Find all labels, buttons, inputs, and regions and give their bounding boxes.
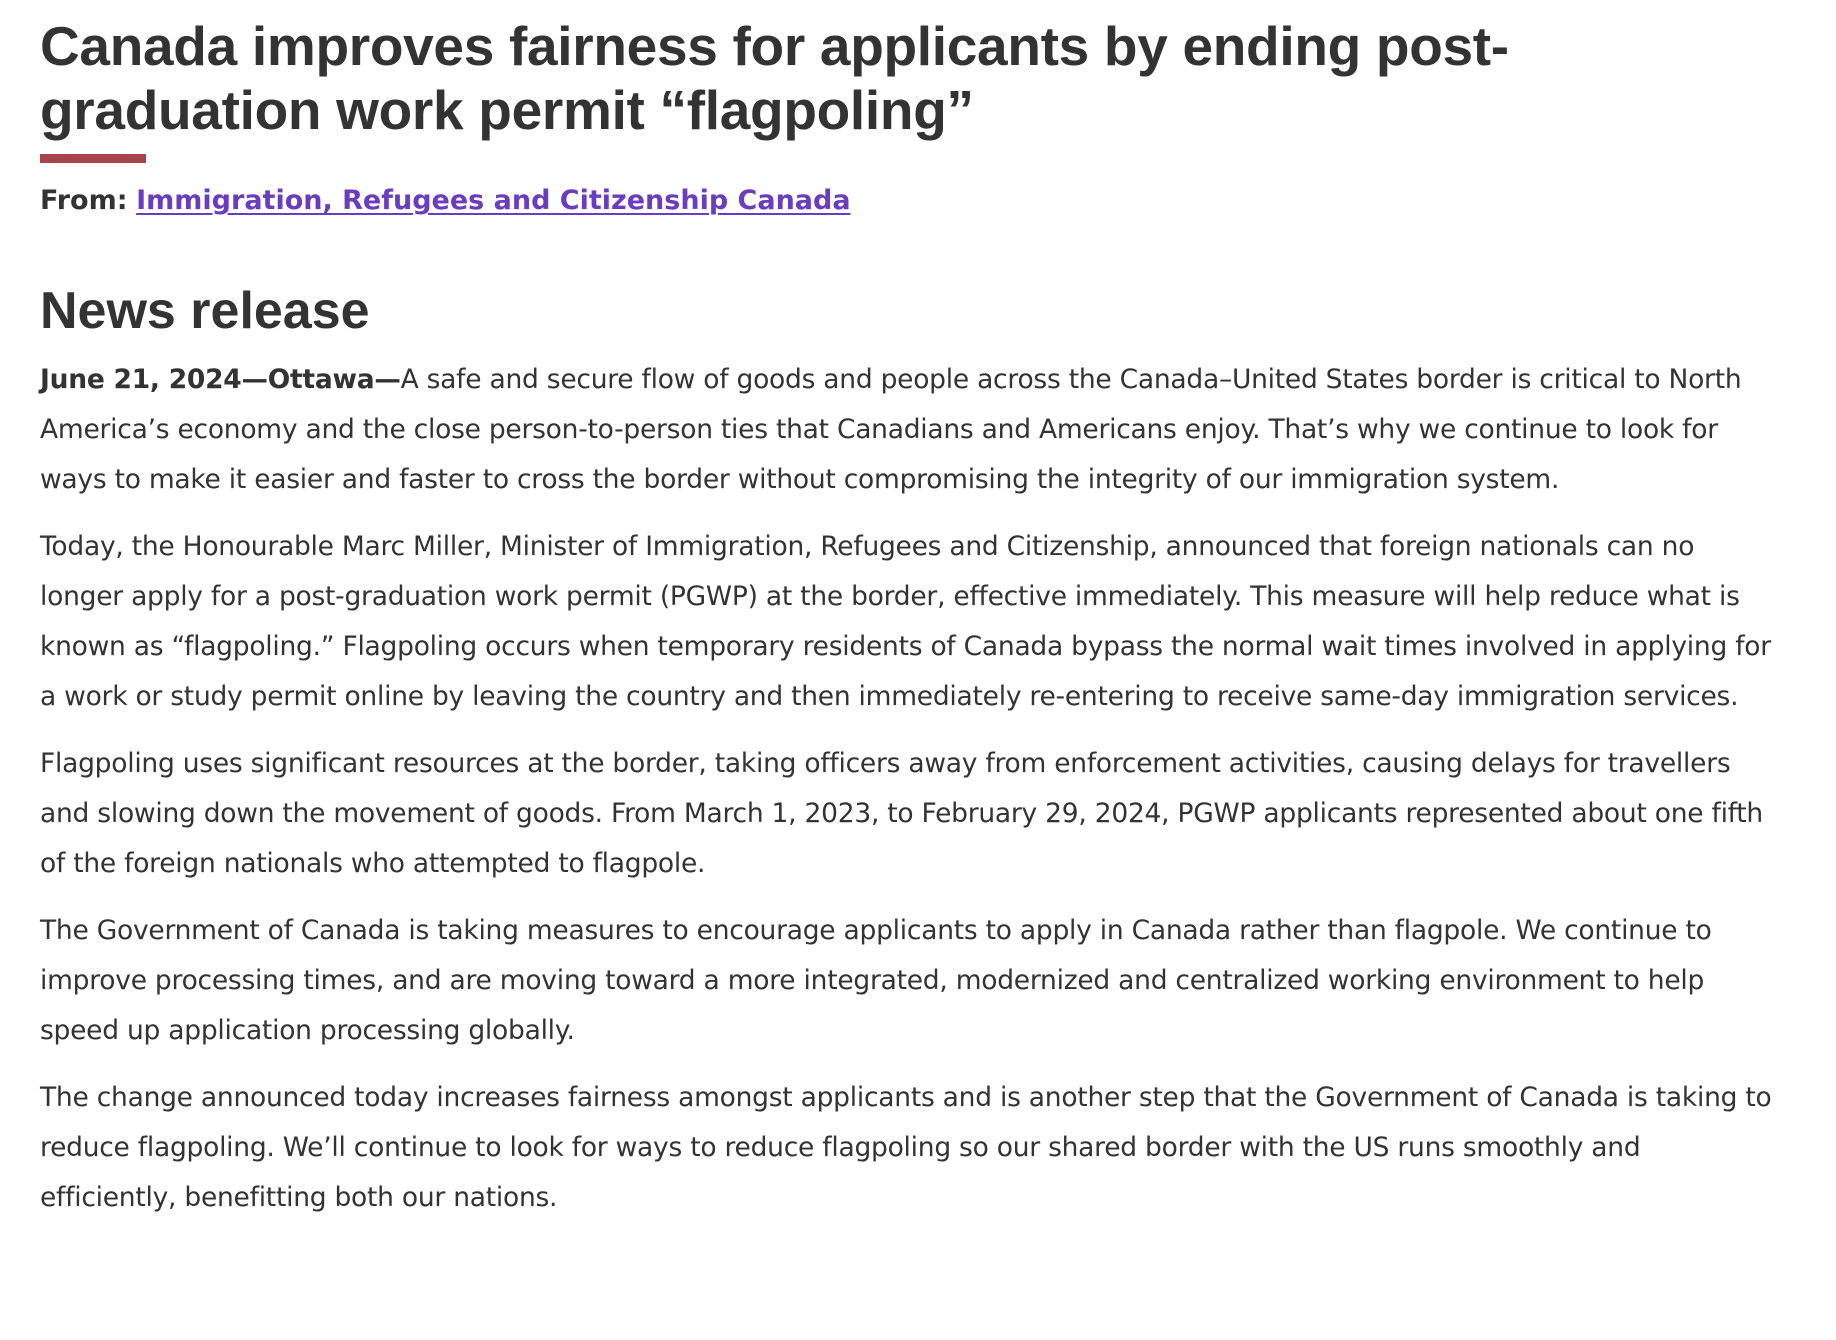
section-heading: News release	[40, 282, 370, 340]
dateline: June 21, 2024—Ottawa—	[40, 364, 401, 395]
department-link[interactable]: Immigration, Refugees and Citizenship Canada	[136, 185, 851, 216]
from-line	[40, 183, 1780, 219]
paragraph-5: The change announced today increases fairness amongst applicants and is another step that the Government of Canada is taking to reduce flagpoling. We’ll continue to look for ways to reduce flagpoling so our shared border with the US runs smoothly and efficiently, benefitting both our nations.	[40, 1082, 1772, 1213]
paragraph-4: The Government of Canada is taking measures to encourage applicants to apply in Canada rather than flagpole. We continue to improve processing times, and are moving toward a more integrated, modernized and centralized working environment to help speed up application processing globally.	[40, 915, 1712, 1046]
paragraph-1	[40, 355, 1780, 505]
page-title: Canada improves fairness for applicants by ending post-graduation work permit “flagpoling”	[40, 15, 1509, 141]
paragraph-2: Today, the Honourable Marc Miller, Minister of Immigration, Refugees and Citizenship, announced that foreign nationals can no longer apply for a post-graduation work permit (PGWP) at the border, effective immediately. This measure will help reduce what is known as “flagpoling.” Flagpoling occurs when temporary residents of Canada bypass the normal wait times involved in applying for a work or study permit online by leaving the country and then immediately re-entering to receive same-day immigration services.	[40, 531, 1771, 712]
from-label: From:	[40, 185, 128, 216]
paragraph-3: Flagpoling uses significant resources at the border, taking officers away from enforcement activities, causing delays for travellers and slowing down the movement of goods. From March 1, 2023, to February 29, 2024, PGWP applicants represented about one fifth of the foreign nationals who attempted to flagpole.	[40, 748, 1763, 879]
title-accent-rule	[40, 154, 146, 163]
news-release-page	[40, 0, 1780, 1223]
paragraph-1-text: A safe and secure flow of goods and people across the Canada–United States border is critical to North America’s economy and the close person-to-person ties that Canadians and Americans enjoy. That’s why we continue to look for ways to make it easier and faster to cross the border without compromising the integrity of our immigration system.	[40, 364, 1742, 495]
